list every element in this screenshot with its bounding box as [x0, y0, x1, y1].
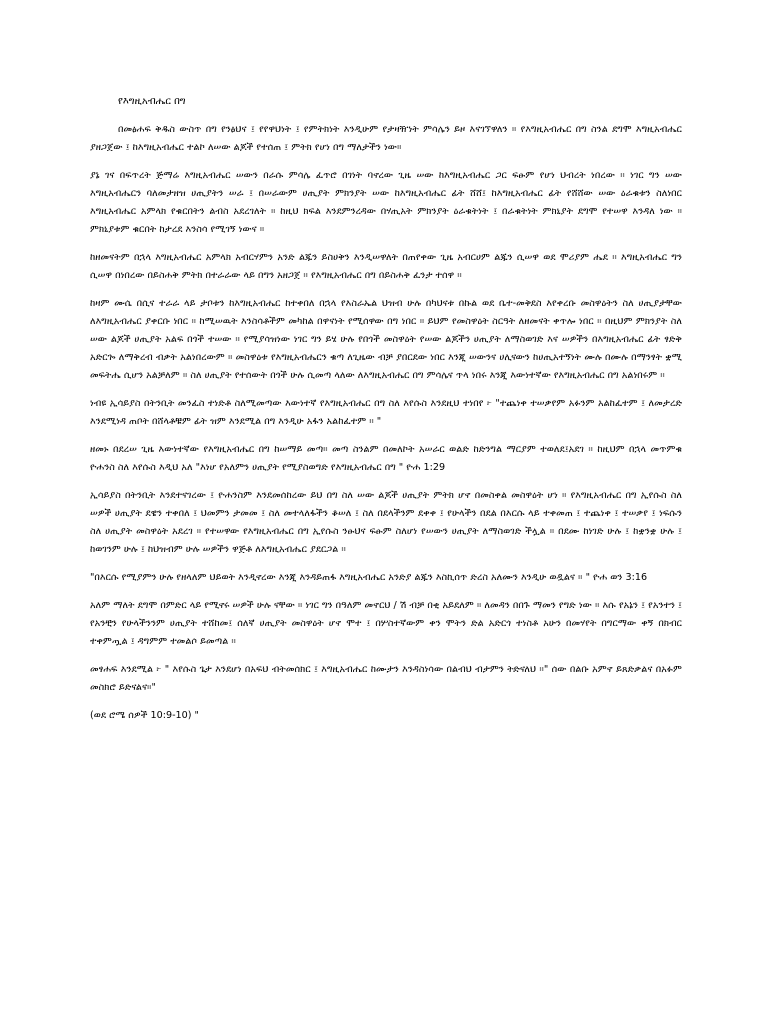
- paragraph-1: በመፅሐፍ ቅዱስ ውስጥ በግ የንፅህና ፤ የየዋህነት ፤ የምትክነት እንዲሁም የታዛዥነት ምሳሌን ይዞ እናገኘዋለን ። የእግዚአብሔር በግ ስንል ደግሞ እግዚአብሔር ያዘጋጀው ፤ ከእግዚአብሔር ተልኮ ለሠው ልጆች የተሰጠ ፤ ምትክ የሆነ በግ ማለታችን ነው።: [90, 124, 682, 153]
- paragraph-2: ያኔ ገና በፍጥረት ጅማሬ እግዚአብሔር ሠውን በራሱ ምሳሌ ፈጥሮ በገነት ባኖረው ጊዜ ሠው ከእግዚአብሔር ጋር ፍፁም የሆነ ህብረት ነበረው ። ነገር ግን ሠው እግዚአብሔርን ባለመታዘዝ ሀጢያትን ሠራ ፤ በሠራውም ሀጢያት ምክንያት ሠው ከእግዚአብሔር ፊት ሸሸ፤ ከእግዚአብሔር ፊት የሸሸው ሠው ዕራቁቱን ስለነበር እግዚአብሔር አምላክ የቁርበትን ልብስ አደረገለት ። ከዚህ ክፍል እንደምንረዳው በሃጢአት ምክንያት ዕራቁትነት ፤ በራቁትነት ምክኒያት ደግሞ የተሠዋ እንዳለ ነው ። ምክኒያቱም ቁርበት ከታረደ እንስሳ የሚገኝ ነውና ።: [90, 170, 682, 235]
- paragraph-10-quote: መፃሐፍ እንደሚል ፦ " እየሱስ ጌታ እንደሆነ በአፍህ ብትመሰክር ፤ እግዚአብሔር ከሙታን እንዳስነሳው በልብህ ብታምን ትድናለህ ።" ሰው በልቡ አምኖ ይጸድቃልና በአፉም መስክሮ ይድናልና።": [90, 664, 682, 693]
- paragraph-4: ከዛም ሙሴ በሲና ተራራ ላይ ታቦቱን ከእግዚአብሔር ከተቀበለ በኋላ የእስራኤል ህዝብ ሁሉ በካህናቱ በኩል ወደ ቤተ-መቅደስ እየቀረቡ መስዋዕትን ስለ ሀጢያታቸው ለእግዚአብሔር ያቀርቡ ነበር ። ከሚሠዉት እንስሳቶችም መካከል በዋናነት የሚሰዋው በግ ነበር ። ይህም የመስዋዕት ስርዓት ለዘመናት ቀጥሎ ነበር ። በዚህም ምክንያት ስለ ሠው ልጆች ሀጢያት አልፍ በጎች ተሠው ። የሚያሳዝነው ነገር ግን ይሄ ሁሉ የበጎች መስዋዕት የሠው ልጆችን ሀጢያት ለማስወገድ እና ሠዎችን በእግዚአብሔር ፊት ፃድቅ አድርጐ ለማቅረብ ብቃት አልነበረውም ። መስዋዕቱ የእግዚአብሔርን ቁጣ ለጊዜው ብቻ ያበርደው ነበር እንጂ ሠውንና ሀሊናውን ከሀጢአተኝነት ሙሉ በሙሉ በማንፃት ቋሚ መፍትሔ ሲሆን አልቻለም ። ስለ ሀጢያት የተሰውት በጎች ሁሉ ሲመጣ ላለው ለእግዚአብሔር በግ ምሳሌና ጥላ ነበሩ እንጂ እውነተኛው የእግዚአብሔር በግ አልነበሩም ።: [90, 298, 682, 381]
- paragraph-3: ከዘመናትም በኋላ እግዚአብሔር አምላክ አብርሃምን አንድ ልጁን ይስሀቅን እንዲሠዋለት በጠየቀው ጊዜ አብርሀም ልጁን ሲሠዋ ወደ ሞሪያም ሔደ ። እግዚአብሔር ግን ሲሠዋ በነበረው በይስሐቅ ምትክ በተራራው ላይ በግን አዘጋጀ ። የእግዚአብሔር በግ በይስሐቅ ፈንታ ተሰዋ ።: [90, 252, 682, 281]
- paragraph-6: ዘመኑ በደረሠ ጊዜ እውነተኛው የእግዚአብሔር በግ ከሠማይ መጣ። መጣ ስንልም በመለኮት አሠራር ወልድ ከድንግል ማርያም ተወለደ፤አደገ ። ከዚህም በኋላ መጥምቁ ዮሐንስ ስለ እየሱስ እዲህ አለ "እነሆ የአለምን ሀጢያት የሚያስወግድ የእግዚአብሔር በግ " ዮሐ 1:29: [90, 444, 682, 473]
- scripture-reference: (ወደ ሮሜ ሰዎች 10:9-10) ": [90, 710, 199, 721]
- paragraph-8-quote: "በእርሱ የሚያምን ሁሉ የዘላለም ህይወት እንዲኖረው እንጂ እንዳይጠፋ እግዚአብሔር አንድያ ልጁን እስኪሰጥ ድረስ አለሙን እንዲሁ ወዷልና ። " ዮሐ ወን 3:16: [90, 572, 648, 583]
- paragraph-5: ነብዩ ኢሳይያስ በትንቢት መንፈስ ተነድቶ ስለሚመጣው እውነተኛ የእግዚአብሔር በግ ስለ እየሱስ እንደዚህ ተነበየ ፦ "ተጨነቀ ተሠቃየም አፉንም አልከፈተም ፤ ለመታረድ እንደሚነዳ ጠቦት በሸላቶቹም ፊት ዝም እንደሚል በግ እንዲሁ አፋን አልከፈተም ። ": [90, 398, 682, 427]
- document-title: የእግዚአብሔር በግ: [118, 96, 186, 107]
- paragraph-7: ኢሳይያስ በትንቢት እንደተናገረው ፤ ዮሐንስም እንደመሰከረው ይህ በግ ስለ ሠው ልጆች ሀጢያት ምትክ ሆኖ በመስቀል መስዋዕት ሆነ ። የእግዚአብሔር በግ ኢየሱስ ስለ ሠዎች ሀጢያት ደዌን ተቀበለ ፤ ህመምን ታመመ ፤ ስለ መተላለፋችን ቆሠለ ፤ ስለ በደላችንም ደቀቀ ፤ የሁላችን በደል በእርሱ ላይ ተቀመጠ ፤ ተጨነቀ ፤ ተሠቃየ ፤ ነፍሱን ስለ ሀጢያት መስዋዕት አደረገ ። የተሠዋው የእግዚአብሔር በግ ኢየሱስ ንፁህና ፍፁም ስለሆነ የሠውን ሀጢያት ለማስወገድ ችሏል ። በደሙ ከነገድ ሁሉ ፤ ከቋንቋ ሁሉ ፤ ከወገንም ሁሉ ፤ ከህዝብም ሁሉ ሠዎችን ዋጅቶ ለእግዚአብሔር ያደርጋል ።: [90, 490, 682, 555]
- document-body: [90, 121, 682, 735]
- paragraph-9: አለም ማለት ደግሞ በምድር ላይ የሚኖሩ ሠዎች ሁሉ ናቸው ። ነገር ግን በዓለም መኖርህ / ሽ ብቻ በቂ አይደለም ። ለመዳን በበጉ ማመን የግድ ነው ። እሱ የአኔን ፤ የአንተን ፤ የአንቺን የሁላችንንም ሀጢያት ተሸከመ፤ ሰለኛ ሀጢያት መስዋዕት ሆኖ ሞተ ፤ በሦስተኛውም ቀን ሞትን ድል አድርጎ ተነስቶ አሁን በመሃየት በግርማው ቀኝ በክብር ተቀምጧል ፤ ዳግምም ተመልሶ ይመጣል ።: [90, 600, 682, 647]
